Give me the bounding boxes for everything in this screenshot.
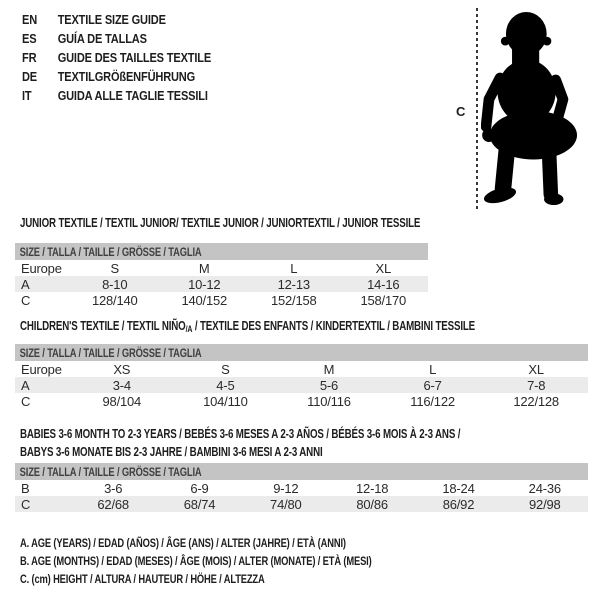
value-cell: 80/86 [356, 496, 388, 512]
language-code: FR [22, 50, 37, 65]
value-cell: S [221, 361, 230, 377]
value-cell: XL [528, 361, 544, 377]
value-cell: 68/74 [183, 496, 216, 512]
value-cell: 104/110 [203, 393, 248, 409]
value-cell: 9-12 [273, 480, 299, 496]
table-rows [15, 361, 588, 409]
row-label-cell: C [21, 292, 31, 308]
value-cell: 152/158 [270, 292, 317, 308]
size-figure [450, 6, 590, 216]
value-cell: 3-4 [112, 377, 131, 393]
baby-silhouette-icon [481, 8, 578, 211]
table-rows [15, 260, 428, 308]
language-item [22, 69, 211, 88]
value-cell: 7-8 [527, 377, 546, 393]
value-cell: M [323, 361, 335, 377]
height-dashed-line [476, 8, 478, 211]
language-code: IT [22, 88, 32, 103]
size-header-bar [15, 243, 428, 260]
value-cell: L [290, 260, 298, 276]
value-cell: M [198, 260, 210, 276]
size-header-label: SIZE / TALLA / TAILLE / GRÖSSE / TAGLIA [19, 345, 202, 360]
table-row [15, 480, 588, 496]
table-row [15, 377, 588, 393]
value-cell: 14-16 [367, 276, 400, 292]
language-item [22, 88, 211, 107]
value-cell: XL [375, 260, 391, 276]
table-rows [15, 480, 588, 512]
value-cell: 3-6 [104, 480, 123, 496]
value-cell: 18-24 [442, 480, 475, 496]
section-title-junior: JUNIOR TEXTILE / TEXTIL JUNIOR/ TEXTILE JUNIOR / JUNIORTEXTIL / JUNIOR TESSILE [20, 216, 421, 230]
value-cell: 5-6 [319, 377, 339, 393]
title-text: / TEXTILE DES ENFANTS / KINDERTEXTIL / BAMBINI TESSILE [192, 319, 476, 333]
language-code: EN [22, 12, 38, 27]
language-item [22, 50, 211, 69]
size-header-bar [15, 344, 588, 361]
row-label-cell: A [21, 276, 30, 292]
value-cell: 158/170 [360, 292, 407, 308]
size-header-label: SIZE / TALLA / TAILLE / GRÖSSE / TAGLIA [19, 464, 202, 479]
value-cell: 74/80 [270, 496, 302, 512]
value-cell: 62/68 [97, 496, 129, 512]
table-row [15, 496, 588, 512]
value-cell: 98/104 [102, 393, 142, 409]
value-cell: XS [113, 361, 131, 377]
value-cell: 86/92 [442, 496, 475, 512]
language-list [22, 12, 244, 107]
size-header-bar [15, 463, 588, 480]
row-label-cell: C [21, 393, 31, 409]
title-text: CHILDREN'S TEXTILE / TEXTIL NIÑO [20, 319, 186, 333]
size-table-babies [15, 463, 588, 512]
row-label-cell: Europe [21, 260, 62, 276]
section-title-babies [20, 425, 460, 461]
language-item [22, 12, 211, 31]
footnotes [20, 536, 471, 590]
footnote-line: A. AGE (YEARS) / EDAD (AÑOS) / ÂGE (ANS) / ALTER (JAHRE) / ETÀ (ANNI) [20, 536, 346, 550]
value-cell: 128/140 [91, 292, 138, 308]
value-cell: 122/128 [513, 393, 559, 409]
table-row [15, 361, 588, 377]
language-label: TEXTILGRÖßENFÜHRUNG [57, 69, 196, 84]
row-label-cell: Europe [21, 361, 62, 377]
value-cell: 10-12 [188, 276, 221, 292]
footnote-line: B. AGE (MONTHS) / EDAD (MESES) / ÂGE (MOIS) / ALTER (MONATE) / ETÀ (MESI) [20, 554, 372, 568]
value-cell: 12-18 [356, 480, 389, 496]
value-cell: 6-7 [423, 377, 442, 393]
value-cell: 4-5 [216, 377, 235, 393]
title-line: BABIES 3-6 MONTH TO 2-3 YEARS / BEBÉS 3-6 MESES A 2-3 AÑOS / BÉBÉS 3-6 MOIS À 2-3 ANS / [20, 427, 461, 441]
language-label: GUIDE DES TAILLES TEXTILE [57, 50, 212, 65]
value-cell: S [110, 260, 119, 276]
table-row [15, 276, 428, 292]
language-code: ES [22, 31, 37, 46]
section-title-children [20, 319, 475, 334]
row-label-cell: C [21, 496, 31, 512]
title-line: BABYS 3-6 MONATE BIS 2-3 JAHRE / BAMBINI 3-6 MESI A 2-3 ANNI [20, 445, 323, 459]
footnote-line: C. (cm) HEIGHT / ALTURA / HAUTEUR / HÖHE / ALTEZZA [20, 572, 265, 586]
language-item [22, 31, 211, 50]
size-table-junior [15, 243, 428, 308]
value-cell: 6-9 [190, 480, 209, 496]
size-header-label: SIZE / TALLA / TAILLE / GRÖSSE / TAGLIA [19, 244, 202, 259]
table-row [15, 393, 588, 409]
language-code: DE [22, 69, 38, 84]
language-label: GUIDA ALLE TAGLIE TESSILI [57, 88, 208, 103]
row-label-cell: B [21, 480, 30, 496]
value-cell: 110/116 [307, 393, 351, 409]
value-cell: 8-10 [102, 276, 128, 292]
value-cell: 92/98 [529, 496, 561, 512]
value-cell: 140/152 [181, 292, 228, 308]
height-measure-label: C [456, 104, 466, 119]
row-label-cell: A [21, 377, 30, 393]
value-cell: L [429, 361, 437, 377]
value-cell: 24-36 [528, 480, 561, 496]
language-label: GUÍA DE TALLAS [57, 31, 147, 46]
language-label: TEXTILE SIZE GUIDE [57, 12, 166, 27]
size-table-children [15, 344, 588, 409]
title-subscript: /A [185, 324, 193, 334]
value-cell: 116/122 [410, 393, 455, 409]
value-cell: 12-13 [277, 276, 310, 292]
table-row [15, 292, 428, 308]
table-row [15, 260, 428, 276]
